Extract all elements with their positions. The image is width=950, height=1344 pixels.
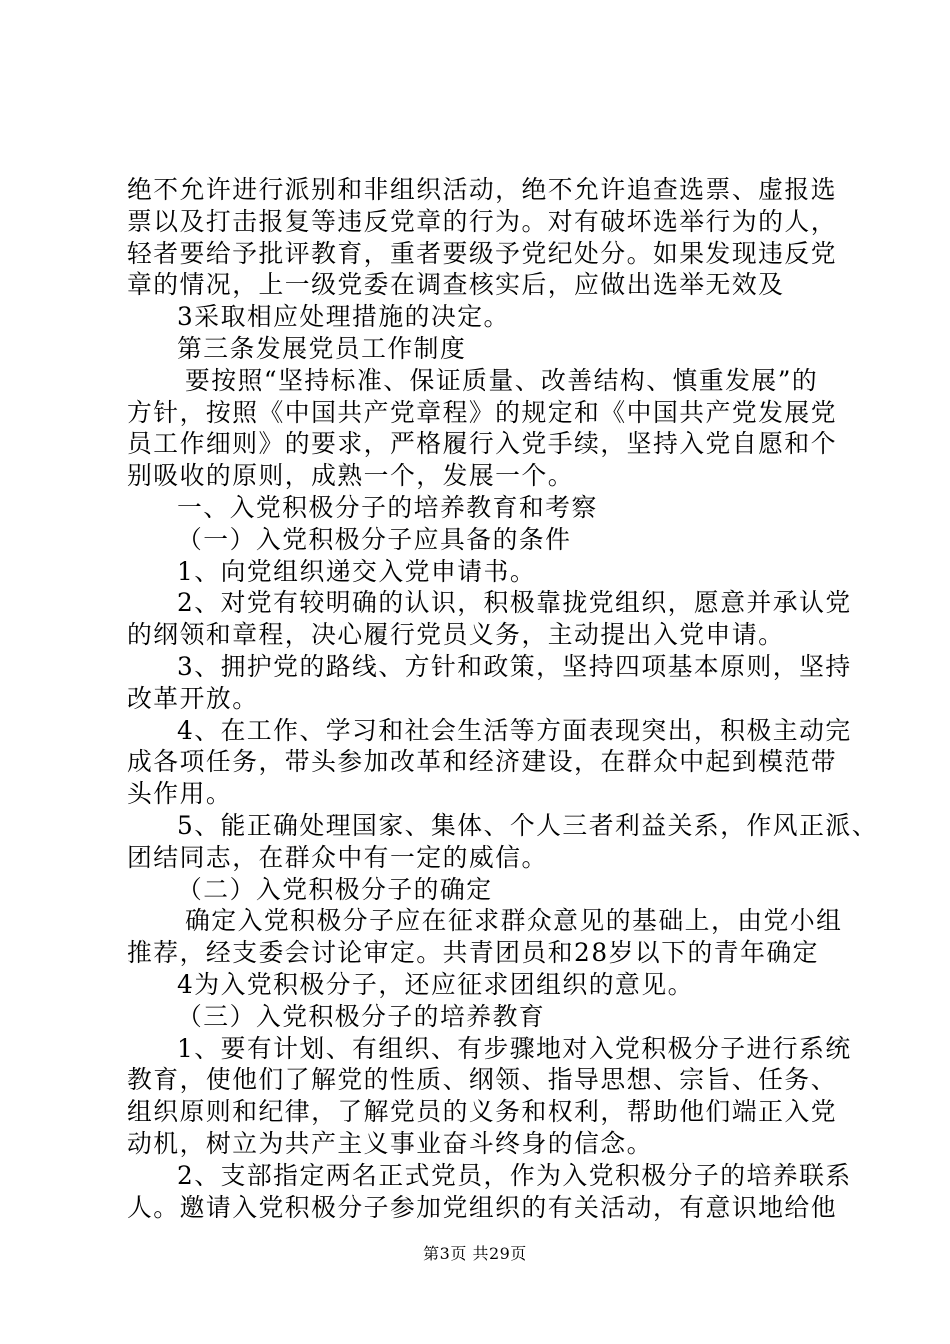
text-line: 组织原则和纪律，了解党员的义务和权利，帮助他们端正入党 [127,1097,838,1127]
subsection-heading: （一）入党积极分子应具备的条件 [177,524,572,554]
text-line: 章的情况，上一级党委在调查核实后，应做出选举无效及 [127,270,785,300]
section-heading: 第三条发展党员工作制度 [177,333,467,363]
text-line: 5、能正确处理国家、集体、个人三者利益关系，作风正派、 [177,810,878,840]
text-line: 别吸收的原则，成熟一个，发展一个。 [127,461,575,491]
subsection-heading: （三）入党积极分子的培养教育 [177,1001,546,1031]
text-line: 2、支部指定两名正式党员，作为入党积极分子的培养联系 [177,1160,852,1190]
text-line: 3、拥护党的路线、方针和政策，坚持四项基本原则，坚持 [177,651,852,681]
text-line: 的纲领和章程，决心履行党员义务，主动提出入党申请。 [127,620,785,650]
text-line: 改革开放。 [127,683,259,713]
text-line: 绝不允许进行派别和非组织活动，绝不允许追查选票、虚报选 [127,175,838,204]
text-line: 轻者要给予批评教育，重者要级予党纪处分。如果发现违反党 [127,238,838,268]
text-line: 头作用。 [127,779,233,809]
text-line: 推荐，经支委会讨论审定。共青团员和28岁以下的青年确定 [127,938,819,968]
text-line: 方针，按照《中国共产党章程》的规定和《中国共产党发展党 [127,397,838,427]
page-number: 第3页 共29页 [423,1244,527,1263]
subsection-heading: 一、入党积极分子的培养教育和考察 [177,492,598,522]
text-line: 确定入党积极分子应在征求群众意见的基础上，由党小组 [185,906,843,936]
text-line: 票以及打击报复等违反党章的行为。对有破坏选举行为的人， [127,206,838,236]
text-line: 1、要有计划、有组织、有步骤地对入党积极分子进行系统 [177,1033,852,1063]
document-body [127,174,878,1223]
subsection-heading: （二）入党积极分子的确定 [177,874,493,904]
text-line: 教育，使他们了解党的性质、纲领、指导思想、宗旨、任务、 [127,1065,838,1095]
text-line: 动机，树立为共产主义事业奋斗终身的信念。 [127,1128,653,1158]
text-line: 员工作细则》的要求，严格履行入党手续，坚持入党自愿和个 [127,429,838,459]
text-line: 1、向党组织递交入党申请书。 [177,556,537,586]
text-line: 4为入党积极分子，还应征求团组织的意见。 [177,969,694,999]
text-line: 人。邀请入党积极分子参加党组织的有关活动，有意识地给他 [127,1192,838,1222]
text-line: 2、对党有较明确的认识，积极靠拢党组织，愿意并承认党 [177,588,852,618]
text-line: 要按照“坚持标准、保证质量、改善结构、慎重发展”的 [185,365,819,395]
text-line: 4、在工作、学习和社会生活等方面表现突出，积极主动完 [177,715,852,745]
page-footer [0,1244,950,1264]
text-line: 3采取相应处理措施的决定。 [177,302,510,332]
text-line: 团结同志，在群众中有一定的威信。 [127,842,548,872]
text-line: 成各项任务，带头参加改革和经济建设，在群众中起到模范带 [127,747,838,777]
